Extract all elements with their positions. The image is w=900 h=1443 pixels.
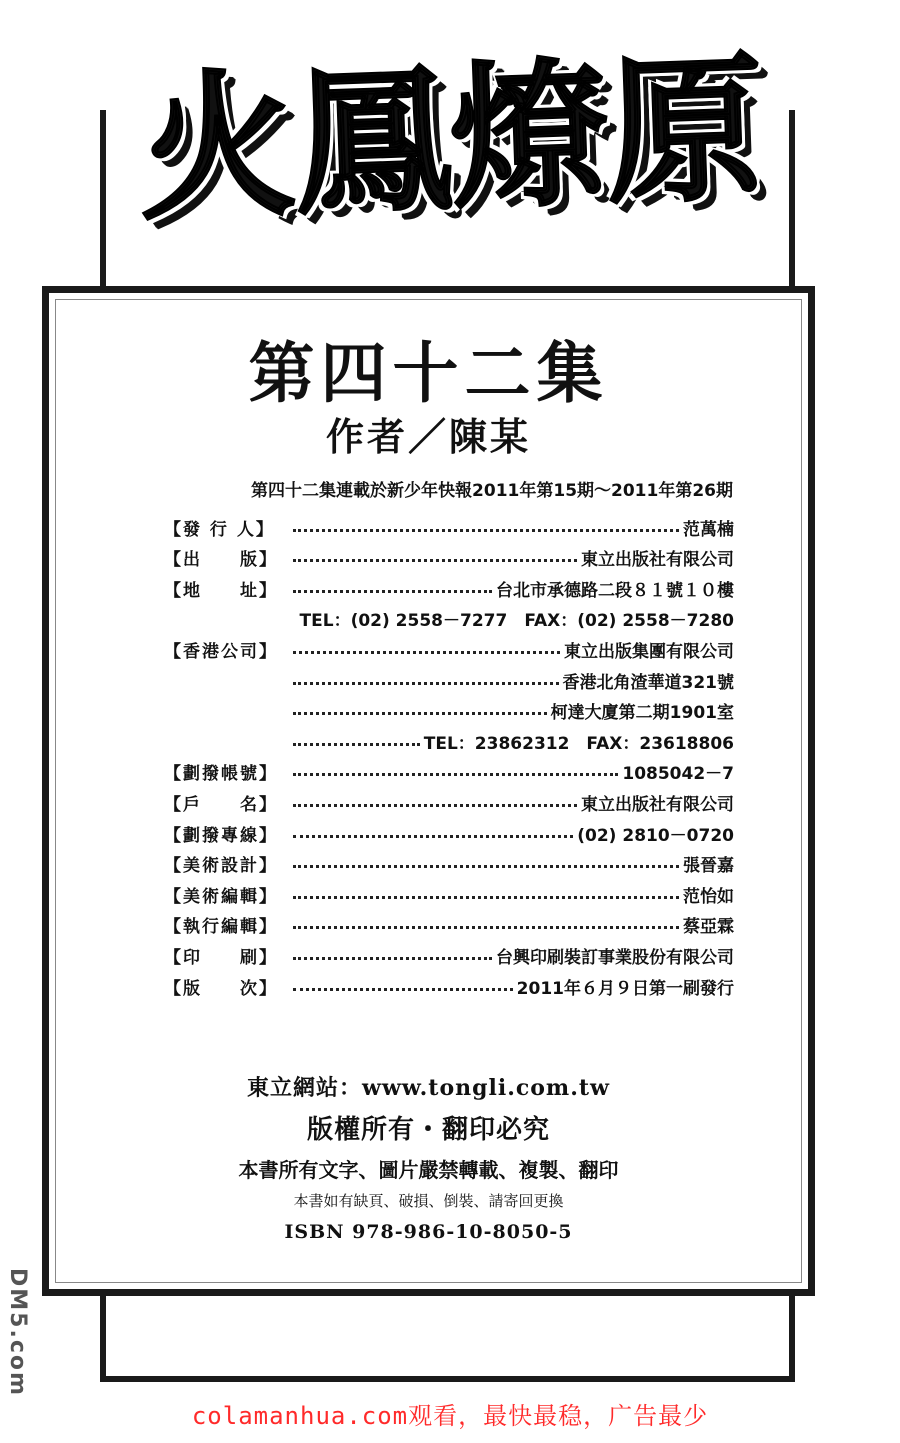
info-row-label: 【發 行 人】 [164, 519, 275, 540]
info-row [164, 937, 734, 968]
leader-dots [293, 804, 577, 807]
info-row [164, 509, 734, 540]
info-row-label: 【美術設計】 [164, 856, 278, 877]
info-row [164, 968, 734, 999]
info-row [164, 876, 734, 907]
series-title: 火鳳燎原 [134, 37, 766, 243]
reproduction-notice: 本書所有文字、圖片嚴禁轉載、複製、翻印 [238, 1158, 619, 1182]
info-row-label: 【印 刷】 [164, 947, 278, 968]
info-row-value: 范怡如 [683, 886, 734, 907]
info-row-label: 【出 版】 [164, 550, 278, 571]
volume-title: 第四十二集 [248, 334, 609, 412]
info-row-label: 【版 次】 [164, 978, 278, 999]
leader-dots [293, 559, 577, 562]
leader-dots [293, 896, 679, 899]
info-row [164, 723, 734, 754]
leader-dots [293, 835, 573, 838]
info-row-contact [164, 601, 734, 632]
leader-dots [293, 988, 513, 991]
leader-dots [293, 682, 559, 685]
serialization-note: 第四十二集連載於新少年快報2011年第15期～2011年第26期 [251, 481, 733, 501]
info-row-label: 【劃撥專線】 [164, 825, 278, 846]
info-row [164, 540, 734, 571]
info-row-label: 【香港公司】 [164, 641, 278, 662]
info-row-label: 【戶 名】 [164, 794, 278, 815]
info-row [164, 754, 734, 785]
info-row-value: 蔡亞霖 [683, 917, 734, 938]
info-row-value: 1085042－7 [622, 764, 734, 785]
leader-dots [293, 743, 420, 746]
info-row-value: 台北市承德路二段８１號１０樓 [496, 580, 734, 601]
website-link[interactable]: 東立網站：www.tongli.com.tw [247, 1075, 610, 1101]
info-row [164, 846, 734, 877]
info-row [164, 907, 734, 938]
info-row-label: 【劃撥帳號】 [164, 764, 278, 785]
info-row-value: (02) 2810－0720 [577, 825, 734, 846]
copyright-line: 版權所有・翻印必究 [306, 1115, 550, 1145]
leader-dots [293, 926, 679, 929]
info-row-label: 【美術編輯】 [164, 886, 278, 907]
info-row-value: 柯達大廈第二期1901室 [550, 703, 734, 724]
leader-dots [293, 651, 560, 654]
info-row [164, 631, 734, 662]
defect-notice: 本書如有缺頁、破損、倒裝、請寄回更換 [293, 1192, 564, 1210]
promo-banner[interactable]: colamanhua.com观看，最快最稳，广告最少 [191, 1402, 709, 1430]
isbn: ISBN 978-986-10-8050-5 [284, 1221, 573, 1243]
info-row [164, 784, 734, 815]
leader-dots [293, 773, 618, 776]
info-row-value: 東立出版集團有限公司 [564, 641, 734, 662]
colophon-panel [42, 286, 815, 1296]
leader-dots [293, 865, 679, 868]
info-row-value: 東立出版社有限公司 [581, 550, 734, 571]
title-band [120, 20, 780, 280]
leader-dots [293, 712, 547, 715]
leader-dots [293, 590, 492, 593]
info-row-label: 【執行編輯】 [164, 917, 278, 938]
info-row-value: 東立出版社有限公司 [581, 794, 734, 815]
info-row [164, 570, 734, 601]
info-row [164, 815, 734, 846]
info-row-value: TEL：(02) 2558－7277 FAX：(02) 2558－7280 [299, 611, 734, 632]
info-row [164, 693, 734, 724]
leader-dots [293, 529, 679, 532]
info-row-value: 台興印刷裝訂事業股份有限公司 [496, 947, 734, 968]
info-row-label: 【地 址】 [164, 580, 278, 601]
info-row-value: 2011年６月９日第一刷發行 [516, 978, 734, 999]
info-row-value: 香港北角渣華道321號 [562, 672, 734, 693]
leader-dots [293, 957, 492, 960]
info-row-value: 范萬楠 [683, 519, 734, 540]
info-row [164, 662, 734, 693]
publication-info [164, 509, 734, 999]
author-line: 作者／陳某 [325, 414, 531, 459]
info-row-value: TEL：23862312 FAX：23618806 [423, 733, 734, 754]
info-row-value: 張晉嘉 [683, 856, 734, 877]
watermark-logo: DM5.com [5, 1268, 30, 1397]
